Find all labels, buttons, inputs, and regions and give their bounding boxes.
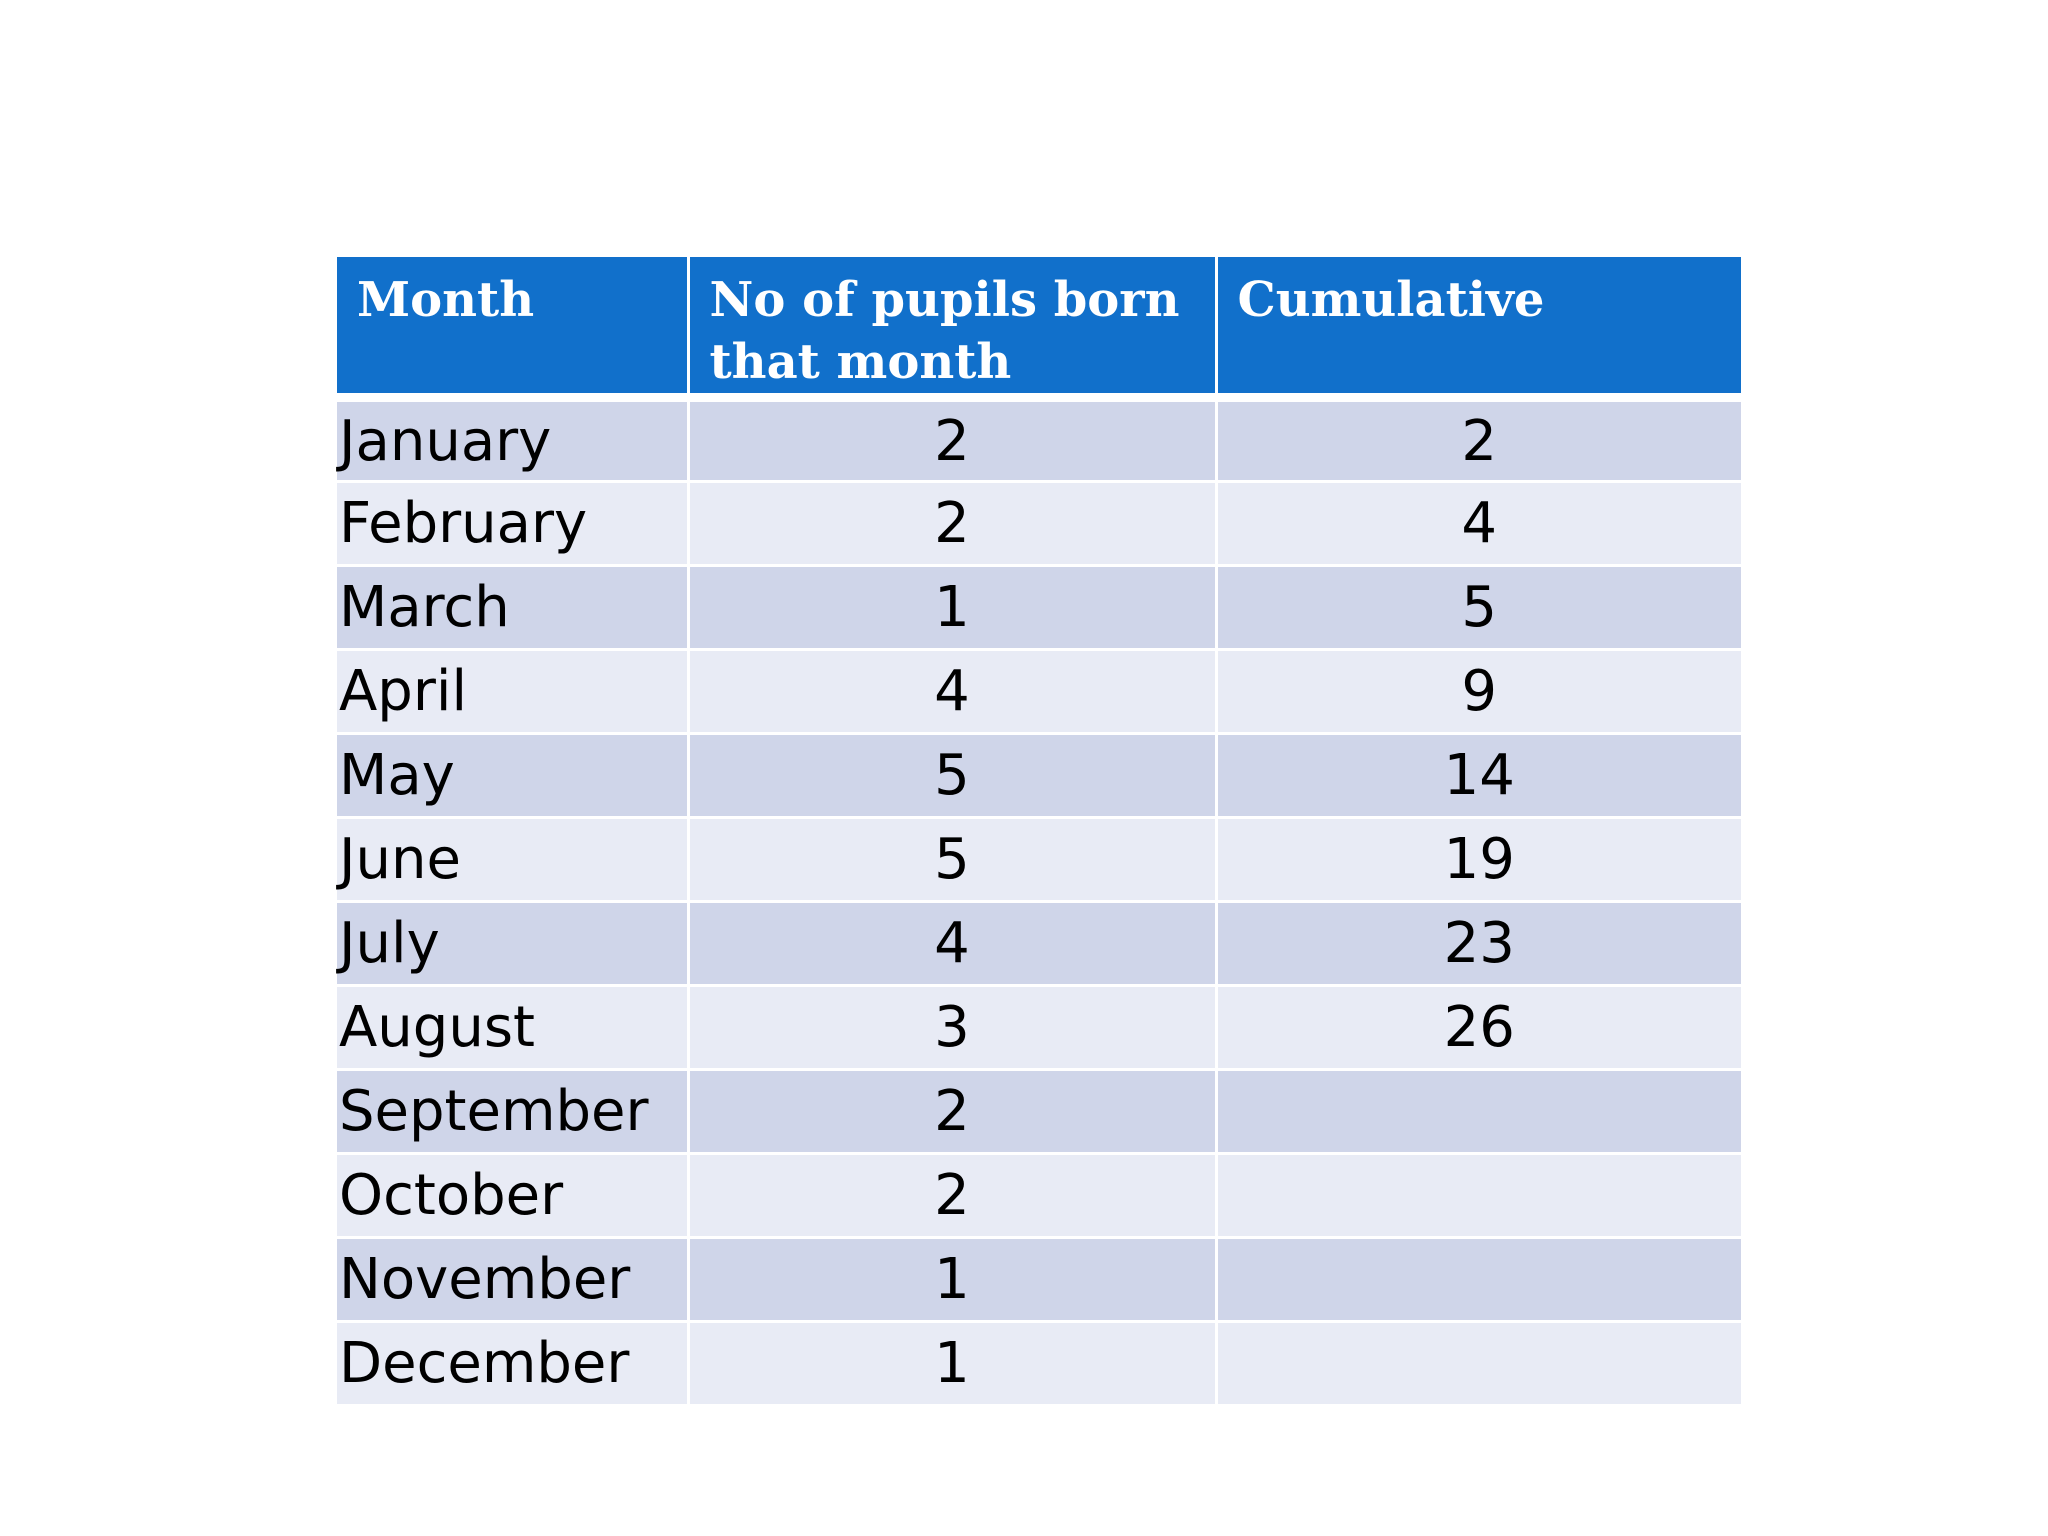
header-pupils-born: No of pupils born that month: [688, 257, 1216, 398]
table-row: [337, 566, 1741, 650]
pupils-cell: 5: [688, 818, 1216, 902]
header-row: [337, 257, 1741, 398]
month-cell: April: [337, 650, 688, 734]
pupils-cell: 4: [688, 902, 1216, 986]
table-row: [337, 1238, 1741, 1322]
month-cell: October: [337, 1154, 688, 1238]
pupils-cell: 2: [688, 482, 1216, 566]
table-row: [337, 1070, 1741, 1154]
cumulative-cell: 2: [1216, 398, 1741, 482]
month-cell: November: [337, 1238, 688, 1322]
month-cell: July: [337, 902, 688, 986]
month-cell: May: [337, 734, 688, 818]
cumulative-cell: 26: [1216, 986, 1741, 1070]
table-row: [337, 734, 1741, 818]
table-header: [337, 257, 1741, 398]
table-row: [337, 650, 1741, 734]
pupils-cell: 4: [688, 650, 1216, 734]
cumulative-cell: 14: [1216, 734, 1741, 818]
header-cumulative: Cumulative: [1216, 257, 1741, 398]
table-row: [337, 1154, 1741, 1238]
cumulative-cell: [1216, 1154, 1741, 1238]
month-cell: June: [337, 818, 688, 902]
pupils-cell: 1: [688, 1322, 1216, 1406]
table-row: [337, 1322, 1741, 1406]
month-cell: August: [337, 986, 688, 1070]
table-row: [337, 986, 1741, 1070]
cumulative-cell: [1216, 1238, 1741, 1322]
birth-month-table: [337, 257, 1741, 1407]
pupils-cell: 2: [688, 398, 1216, 482]
header-month: Month: [337, 257, 688, 398]
month-cell: February: [337, 482, 688, 566]
table-row: [337, 482, 1741, 566]
pupils-cell: 1: [688, 566, 1216, 650]
pupils-cell: 2: [688, 1070, 1216, 1154]
pupils-cell: 1: [688, 1238, 1216, 1322]
cumulative-cell: 19: [1216, 818, 1741, 902]
table-row: [337, 818, 1741, 902]
cumulative-cell: [1216, 1070, 1741, 1154]
pupils-cell: 5: [688, 734, 1216, 818]
month-cell: December: [337, 1322, 688, 1406]
cumulative-cell: 9: [1216, 650, 1741, 734]
pupils-cell: 3: [688, 986, 1216, 1070]
month-cell: March: [337, 566, 688, 650]
cumulative-cell: [1216, 1322, 1741, 1406]
cumulative-cell: 23: [1216, 902, 1741, 986]
pupils-cell: 2: [688, 1154, 1216, 1238]
month-cell: September: [337, 1070, 688, 1154]
cumulative-cell: 5: [1216, 566, 1741, 650]
table-row: [337, 902, 1741, 986]
table-row: [337, 398, 1741, 482]
cumulative-cell: 4: [1216, 482, 1741, 566]
month-cell: January: [337, 398, 688, 482]
table-body: [337, 398, 1741, 1406]
